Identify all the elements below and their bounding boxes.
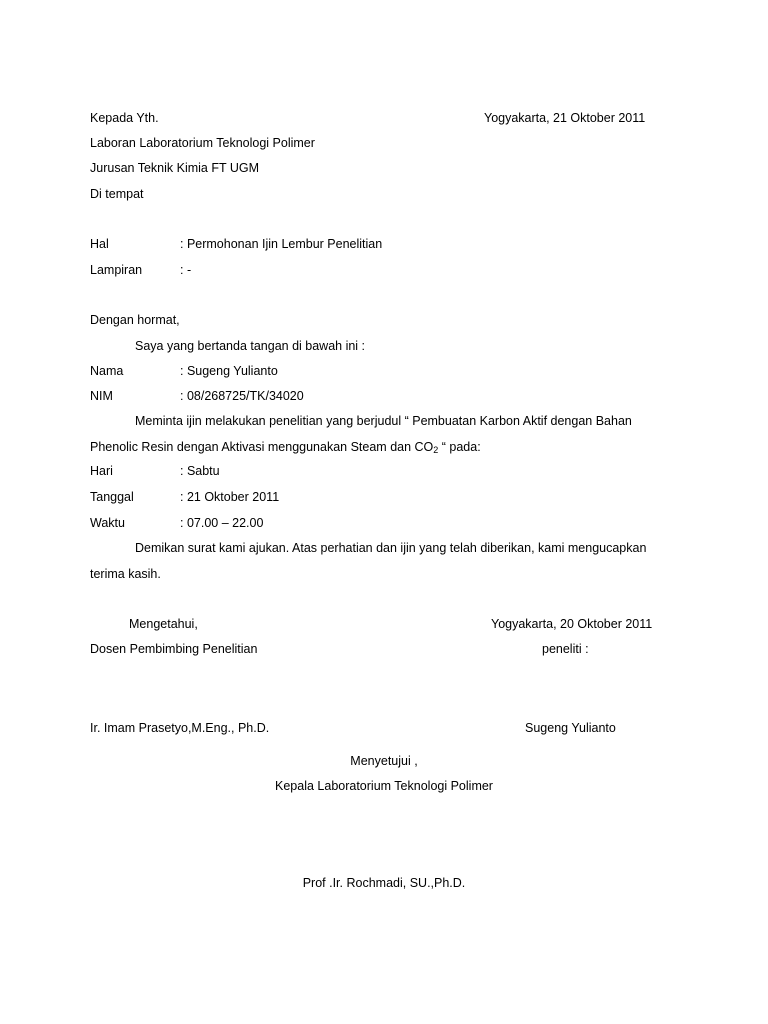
waktu-label: Waktu [90,516,125,530]
recipient-line-2: Laboran Laboratorium Teknologi Polimer [90,136,315,150]
lampiran-value: : - [180,263,192,277]
signature-date: Yogyakarta, 20 Oktober 2011 [491,617,653,631]
letter-date: Yogyakarta, 21 Oktober 2011 [484,111,646,125]
nim-label: NIM [90,389,113,403]
request-line-2 [90,439,481,455]
dosen-title: Dosen Pembimbing Penelitian [90,642,258,656]
request-line-1: Meminta ijin melakukan penelitian yang berjudul “ Pembuatan Karbon Aktif dengan Bahan [135,414,632,428]
closing-line-2: terima kasih. [90,567,161,581]
lampiran-label: Lampiran [90,263,143,277]
recipient-line-1: Kepada Yth. [90,111,159,125]
hal-value: : Permohonan Ijin Lembur Penelitian [180,237,383,251]
dosen-name: Ir. Imam Prasetyo,M.Eng., Ph.D. [90,721,270,735]
co2-subscript: 2 [433,445,439,455]
closing-line-1: Demikan surat kami ajukan. Atas perhatian dan ijin yang telah diberikan, kami mengucapkan [135,541,647,555]
recipient-line-3: Jurusan Teknik Kimia FT UGM [90,161,260,175]
request-line-2-post: “ pada: [438,440,481,454]
nama-label: Nama [90,364,124,378]
kepala-name: Prof .Ir. Rochmadi, SU.,Ph.D. [302,876,466,890]
menyetujui-label: Menyetujui , [350,754,418,768]
nim-value: : 08/268725/TK/34020 [180,389,304,403]
mengetahui-label: Mengetahui, [129,617,198,631]
waktu-value: : 07.00 – 22.00 [180,516,264,530]
peneliti-name: Sugeng Yulianto [525,721,616,735]
intro-text: Saya yang bertanda tangan di bawah ini : [135,339,366,353]
greeting: Dengan hormat, [90,313,180,327]
kepala-title: Kepala Laboratorium Teknologi Polimer [275,779,493,793]
hari-value: : Sabtu [180,464,220,478]
hal-label: Hal [90,237,109,251]
tanggal-value: : 21 Oktober 2011 [180,490,280,504]
recipient-line-4: Di tempat [90,187,144,201]
nama-value: : Sugeng Yulianto [180,364,278,378]
peneliti-title: peneliti : [542,642,589,656]
hari-label: Hari [90,464,113,478]
tanggal-label: Tanggal [90,490,134,504]
request-line-2-pre: Phenolic Resin dengan Aktivasi menggunakan Steam dan CO [90,440,434,454]
